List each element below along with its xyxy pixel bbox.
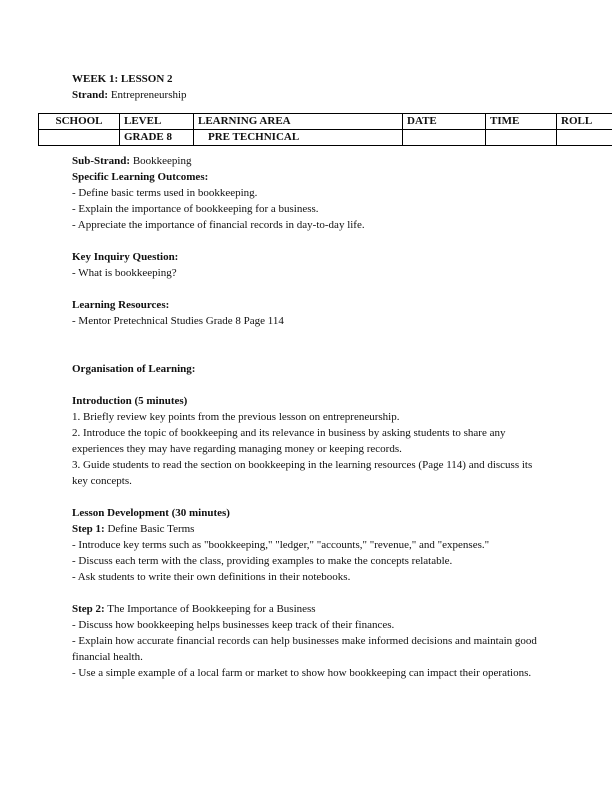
cell-school [39,130,120,146]
column-header-roll: ROLL [557,114,612,130]
list-item: 3. Guide students to read the section on bookkeeping in the learning resources (Page 114) and discuss its key concepts. [72,459,533,487]
development-heading: Lesson Development (30 minutes) [72,507,230,519]
list-item: - Use a simple example of a local farm or market to show how bookkeeping can impact their operations. [72,667,532,679]
step1-label: Step 1: [72,523,105,535]
list-item: - What is bookkeeping? [72,267,177,279]
inquiry-heading: Key Inquiry Question: [72,251,179,263]
step1-title: Define Basic Terms [104,523,195,535]
lesson-info-table [38,113,612,146]
list-item: 2. Introduce the topic of bookkeeping and its relevance in business by asking students to share any experiences they may have regarding managing money or keeping records. [72,427,506,455]
list-item: - Ask students to write their own definitions in their notebooks. [72,571,351,583]
table-header-row [39,114,612,130]
outcomes-heading: Specific Learning Outcomes: [72,171,209,183]
list-item: - Define basic terms used in bookkeeping. [72,187,258,199]
list-item: 1. Briefly review key points from the previous lesson on entrepreneurship. [72,411,400,423]
strand-label: Strand: [72,89,109,101]
step1-line [72,521,542,537]
cell-date [403,130,486,146]
organisation-heading: Organisation of Learning: [72,363,196,375]
column-header-learning-area: LEARNING AREA [194,114,403,130]
week-lesson-title: WEEK 1: LESSON 2 [72,73,173,85]
sub-strand-label: Sub-Strand: [72,155,131,167]
list-item: - Appreciate the importance of financial records in day-to-day life. [72,219,365,231]
step2-title: The Importance of Bookkeeping for a Business [104,603,316,615]
cell-learning-area: PRE TECHNICAL [194,130,403,146]
resources-heading: Learning Resources: [72,299,170,311]
strand-value: Entrepreneurship [108,89,187,101]
cell-roll [557,130,612,146]
introduction-heading: Introduction (5 minutes) [72,395,188,407]
column-header-date: DATE [403,114,486,130]
list-item: - Explain the importance of bookkeeping for a business. [72,203,319,215]
lesson-header [72,71,542,103]
list-item: - Mentor Pretechnical Studies Grade 8 Page 114 [72,315,284,327]
strand-line [72,87,542,103]
cell-time [486,130,557,146]
step2-label: Step 2: [72,603,105,615]
list-item: - Introduce key terms such as "bookkeeping," "ledger," "accounts," "revenue," and "expenses." [72,539,490,551]
column-header-time: TIME [486,114,557,130]
list-item: - Discuss each term with the class, providing examples to make the concepts relatable. [72,555,453,567]
lesson-body [72,153,542,681]
step2-line [72,601,542,617]
cell-level: GRADE 8 [120,130,194,146]
sub-strand-line [72,153,542,169]
column-header-level: LEVEL [120,114,194,130]
list-item: - Explain how accurate financial records can help businesses make informed decisions and maintain good financial health. [72,635,537,663]
column-header-school: SCHOOL [39,114,120,130]
list-item: - Discuss how bookkeeping helps businesses keep track of their finances. [72,619,395,631]
sub-strand-value: Bookkeeping [130,155,192,167]
table-row [39,130,612,146]
